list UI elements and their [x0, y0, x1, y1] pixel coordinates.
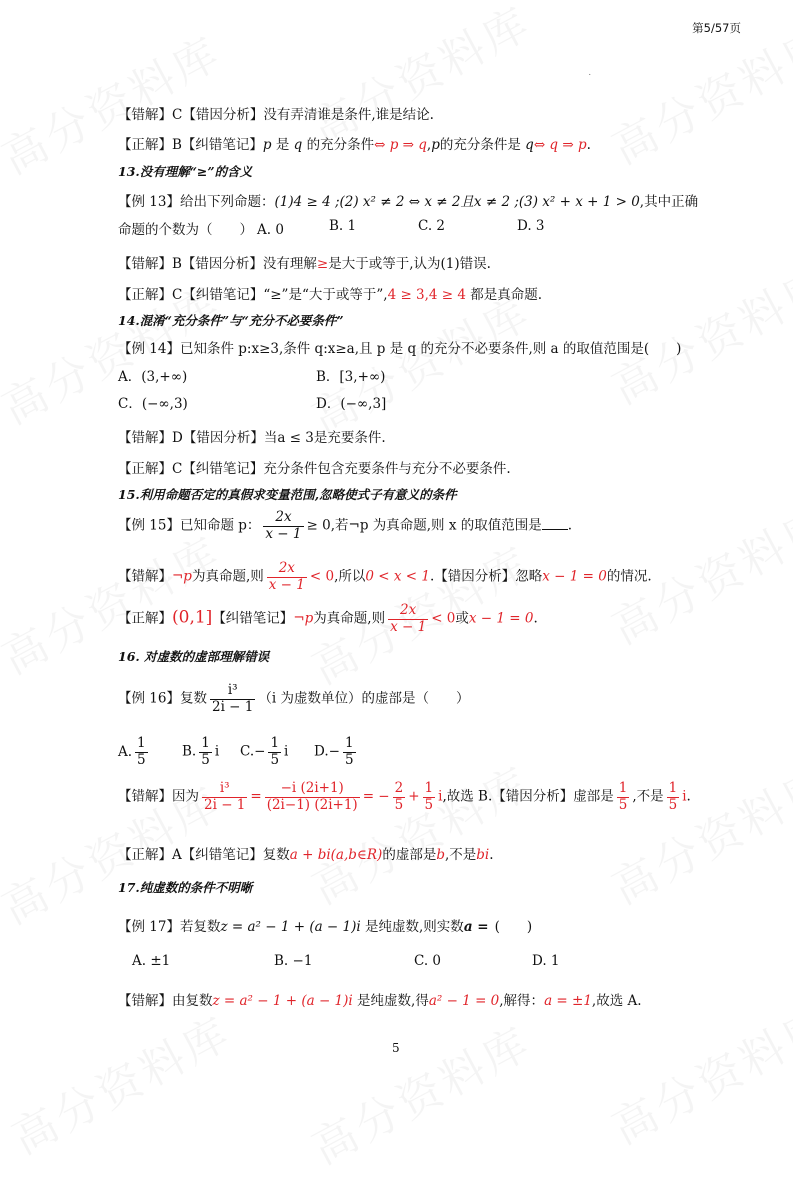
numerator: 1 [668, 780, 678, 796]
tag-cuoyin: 【错因分析】 [182, 430, 264, 446]
a-equals: a = [463, 919, 489, 935]
fraction [265, 781, 360, 813]
tag-cuoyin: 【错因分析】 [434, 568, 516, 585]
numerator: 2x [263, 510, 303, 527]
tag-cuoyin: 【错因分析】 [181, 256, 263, 272]
text: ,不是 [632, 788, 664, 805]
denominator: 5 [668, 796, 678, 813]
tag-zhengjie: 【正解】 [118, 287, 172, 303]
answer: D [172, 430, 183, 446]
text: ,故选 A. [591, 993, 642, 1009]
not-p: ¬p [172, 568, 192, 585]
correct-line-16 [118, 843, 494, 863]
fraction [263, 510, 303, 542]
condition: a² − 1 = 0 [428, 993, 500, 1009]
text: 因为 [172, 788, 199, 805]
section-16-heading: 16. 对虚数的虚部理解错误 [118, 649, 270, 664]
numerator: −i (2i+1) [265, 781, 360, 798]
numerator: 2x [388, 603, 428, 620]
example-label: 【例 14】已知条件 [118, 341, 239, 357]
numerator: 1 [344, 735, 354, 751]
example-17-options [118, 953, 560, 969]
fraction [267, 561, 307, 593]
text: ,不是 [444, 847, 477, 863]
text: 为真命题,则 [191, 568, 264, 585]
answer: C [172, 461, 183, 477]
denominator: 5 [201, 751, 210, 768]
correct-line-14 [118, 457, 511, 477]
text: . [686, 788, 691, 805]
text: 或 [455, 610, 469, 627]
var-p: p [431, 137, 440, 153]
option-b: B．[3,+∞) [316, 369, 386, 385]
paren: ( ) [494, 919, 533, 935]
example-label: 【例 16】复数 [118, 690, 207, 707]
option-a: A．(3,+∞) [118, 369, 188, 385]
answer: A [172, 847, 182, 863]
example-17 [118, 915, 532, 935]
option-d [314, 736, 359, 768]
tag-jiucuo: 【纠错笔记】 [181, 847, 263, 863]
answer-blank [542, 529, 568, 530]
condition: x − 1 = 0 [468, 610, 534, 627]
tag-zhengjie: 【正解】 [118, 610, 172, 627]
text: “≥”是“大于或等于”, [263, 287, 388, 303]
option-c: C. 2 [418, 218, 446, 234]
option-b: B. 1 [329, 218, 357, 234]
expression: z = a² − 1 + (a − 1)i [212, 993, 353, 1009]
inequality: < 0 [431, 610, 456, 627]
answer: B [172, 256, 182, 272]
question-text: 命题的个数为（ ） [118, 222, 253, 238]
fraction [343, 736, 356, 768]
watermark [599, 747, 793, 916]
denominator: 5 [344, 751, 354, 768]
fraction [268, 736, 281, 768]
option-label: C.− [240, 743, 266, 760]
option-b: B. −1 [274, 953, 313, 969]
example-14-options-row1 [118, 365, 386, 385]
plus: + [408, 788, 420, 805]
denominator: 5 [270, 751, 280, 768]
not-p: ¬p [293, 610, 314, 627]
text: 充分条件包含充要条件与充分不必要条件. [263, 461, 511, 477]
example-16-options [118, 735, 354, 768]
denominator: 2i − 1 [204, 796, 246, 813]
answer: C [172, 287, 183, 303]
solution: a = ±1 [544, 993, 592, 1009]
text: . [586, 137, 591, 153]
section-17-heading: 17.纯虚数的条件不明晰 [118, 880, 253, 895]
tag-jiucuo: 【纠错笔记】 [182, 287, 264, 303]
expression: z = a² − 1 + (a − 1)i [220, 919, 361, 935]
option-d: D. 3 [517, 218, 545, 234]
option-d: D. 1 [532, 953, 560, 969]
example-label: 【例 17】若复数 [118, 919, 221, 935]
correct-line-13 [118, 283, 542, 303]
denominator: 5 [137, 751, 146, 768]
text: 为真命题,则 [313, 610, 386, 627]
error-text: 没有弄清谁是条件,谁是结论. [263, 107, 434, 123]
text: . [533, 610, 538, 627]
error-line-15 [118, 561, 652, 593]
option-c: C．(−∞,3) [118, 396, 188, 412]
numerator: i³ [202, 781, 247, 798]
fraction [423, 781, 436, 813]
var-b: b [436, 847, 445, 863]
denominator: x − 1 [268, 576, 305, 593]
numerator: 1 [137, 735, 146, 751]
fraction [388, 603, 428, 635]
text: 没有理解 [262, 256, 317, 272]
text: （i 为虚数单位）的虚部是（ ） [258, 690, 470, 707]
imag-unit: i [284, 743, 289, 760]
answer: C [172, 107, 183, 123]
text: ,若¬p 为真命题,则 x 的取值范围是 [330, 517, 542, 534]
watermark [599, 987, 793, 1156]
tag-cuojie: 【错解】 [118, 993, 172, 1009]
range: 0 < x < 1 [365, 568, 430, 585]
tag-jiucuo: 【纠错笔记】 [181, 137, 263, 153]
text: 是纯虚数,得 [357, 993, 429, 1009]
numerator: i³ [210, 683, 255, 700]
tag-zhengjie: 【正解】 [118, 847, 172, 863]
condition: x − 1 = 0 [542, 568, 607, 585]
page-number: 5 [392, 1041, 400, 1055]
denominator: 5 [424, 796, 434, 813]
example-13-line2 [118, 218, 545, 238]
text: 虚部是 [573, 788, 614, 805]
option-label: B. [182, 743, 197, 760]
option-b [182, 736, 219, 768]
example-label: 【例 15】已知命题 p： [118, 517, 261, 534]
watermark [0, 997, 241, 1166]
example-13 [118, 190, 698, 210]
option-a: A. 0 [257, 222, 284, 238]
symbol: ≥ [316, 256, 329, 272]
denominator: 2i − 1 [211, 698, 254, 715]
example-14 [118, 337, 681, 357]
fraction [199, 736, 212, 768]
numerator: 2 [394, 780, 404, 796]
fraction [667, 781, 680, 813]
tag-cuojie: 【错解】 [118, 107, 172, 123]
text: 忽略 [515, 568, 543, 585]
option-a [118, 735, 151, 768]
option-c [240, 736, 288, 768]
numerator: 2x [267, 561, 307, 578]
numerator: 1 [424, 780, 434, 796]
text: 由复数 [172, 993, 213, 1009]
text: . [567, 517, 573, 534]
text: 的充分条件是 [439, 137, 521, 153]
text: 是 [275, 137, 290, 153]
text: 的虚部是 [382, 847, 437, 863]
text: ,解得： [499, 993, 545, 1009]
complex-form: a + bi(a,b∈R) [289, 847, 383, 863]
error-line-14 [118, 426, 386, 446]
option-a: A. ±1 [132, 953, 171, 969]
tag-zhengjie: 【正解】 [118, 137, 172, 153]
denominator: 5 [618, 796, 628, 813]
tag-cuojie: 【错解】 [118, 430, 172, 446]
equals: = [250, 788, 262, 805]
fraction [202, 781, 247, 813]
error-line-17 [118, 989, 642, 1009]
watermark [299, 747, 541, 916]
text: 复数 [262, 847, 290, 863]
text: 是大于或等于,认为(1)错误. [328, 256, 491, 272]
tag-cuojie: 【错解】 [118, 256, 172, 272]
speck: . [588, 68, 591, 77]
tag-cuojie: 【错解】 [118, 568, 172, 585]
relation: ⇔ p ⇒ q [374, 137, 427, 153]
denominator: x − 1 [390, 618, 427, 635]
imag-unit: i [438, 788, 443, 805]
correct-line-12 [118, 133, 591, 153]
tag-jiucuo: 【纠错笔记】 [182, 461, 264, 477]
example-14-options-row2 [118, 392, 387, 412]
example-15 [118, 510, 572, 542]
example-label: 【例 13】给出下列命题： [118, 194, 275, 210]
propositions: (1)4 ≥ 4 ;(2) x² ≠ 2 ⇔ x ≠ 2且x ≠ 2 ;(3) x² + x + 1 > 0 [274, 194, 640, 210]
text: ,故选 B. [442, 788, 493, 805]
numerator: 1 [201, 735, 210, 751]
example-16 [118, 683, 469, 715]
text: ,其中正确 [639, 194, 699, 210]
watermark [299, 1007, 541, 1176]
option-c: C. 0 [414, 953, 442, 969]
tag-jiucuo: 【纠错笔记】 [212, 610, 294, 627]
denominator: (2i−1) (2i+1) [266, 796, 358, 813]
equals: = − [362, 788, 390, 805]
option-label: A. [118, 743, 133, 760]
tag-cuojie: 【错解】 [118, 788, 172, 805]
tag-zhengjie: 【正解】 [118, 461, 172, 477]
correct-line-15 [118, 603, 538, 635]
var-q: q [293, 137, 303, 153]
page-header: 第5/57页 [692, 21, 741, 35]
watermark [599, 247, 793, 416]
text: . [429, 568, 435, 585]
inequality: < 0 [309, 568, 335, 585]
section-15-heading: 15.利用命题否定的真假求变量范围,忽略使式子有意义的条件 [118, 487, 457, 502]
text: 都是真命题. [470, 287, 543, 303]
fraction [393, 781, 406, 813]
var-p: p [262, 137, 272, 153]
text: 的充分条件 [306, 137, 375, 153]
error-line-13 [118, 252, 491, 272]
relation: ⇔ q ⇒ p [533, 137, 587, 153]
var-bi: bi [476, 847, 490, 863]
fraction [210, 683, 255, 715]
text: . [489, 847, 494, 863]
relation: ≥ 0 [306, 517, 331, 534]
tag-cuoyin: 【错因分析】 [182, 107, 264, 123]
denominator: 5 [394, 796, 404, 813]
text: 当a ≤ 3是充要条件. [263, 430, 386, 446]
option-label: D.− [314, 743, 340, 760]
fraction [135, 736, 148, 768]
denominator: x − 1 [265, 525, 302, 542]
imag-unit: i [214, 743, 220, 760]
error-line-12 [118, 103, 434, 123]
text: 的情况. [606, 568, 652, 585]
condition: p:x≥3,条件 q:x≥a,且 p 是 q 的充分不必要条件,则 a 的取值范围是( ) [238, 341, 682, 357]
symbol: 4 ≥ 3,4 ≥ 4 [387, 287, 466, 303]
interval: (0,1] [172, 607, 213, 628]
var-q: q [525, 137, 534, 153]
fraction [617, 781, 630, 813]
error-line-16 [118, 781, 691, 813]
answer: B [172, 137, 182, 153]
option-d: D．(−∞,3] [316, 396, 387, 412]
numerator: 1 [270, 735, 280, 751]
text: 是纯虚数,则实数 [365, 919, 464, 935]
numerator: 1 [618, 780, 628, 796]
section-14-heading: 14.混淆“充分条件”与“充分不必要条件” [118, 313, 344, 328]
section-13-heading: 13.没有理解“≥”的含义 [118, 164, 253, 179]
tag-cuoyin: 【错因分析】 [492, 788, 574, 805]
text: ,所以 [334, 568, 366, 585]
text: , [426, 137, 432, 153]
imag-unit: i [682, 788, 687, 805]
